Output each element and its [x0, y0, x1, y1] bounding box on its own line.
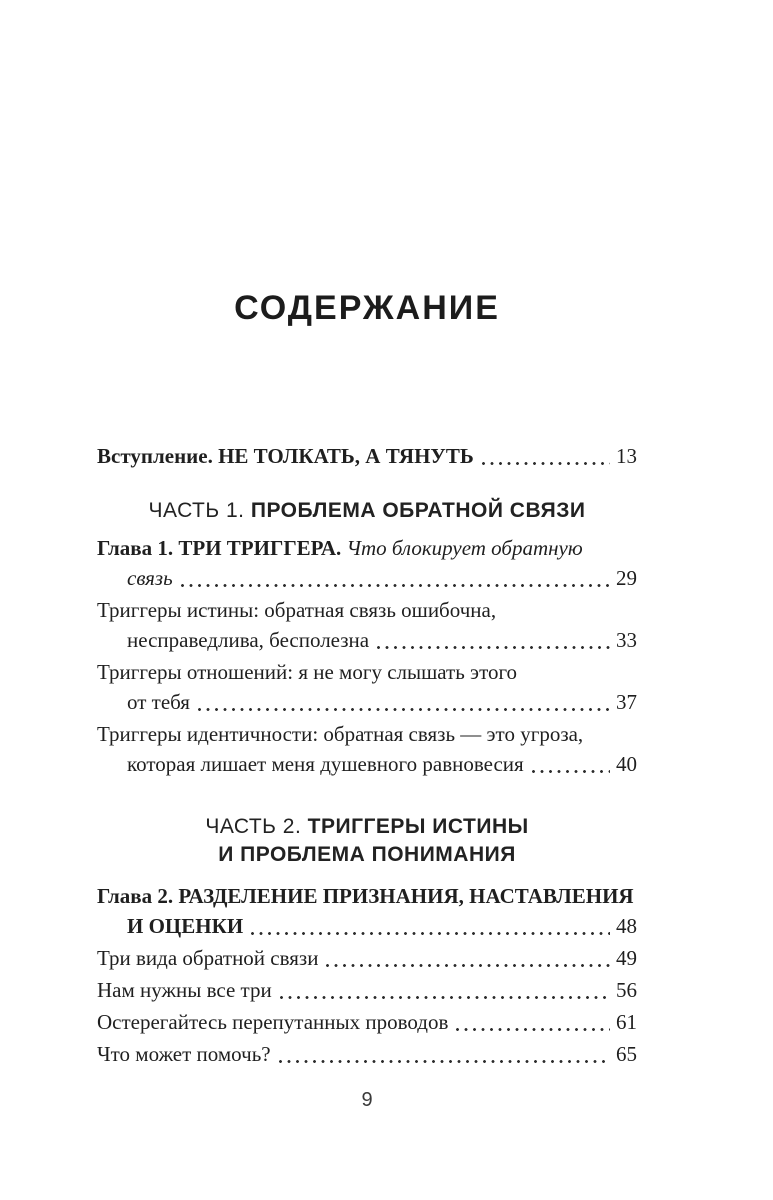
entry-text-continued: связь — [127, 566, 173, 590]
part-heading-2 — [97, 813, 637, 869]
entry-page-number: 29 — [616, 566, 637, 590]
folio-page-number: 9 — [361, 1089, 373, 1111]
dot-leader — [181, 584, 610, 587]
entry-text: Три вида обратной связи — [97, 946, 319, 970]
entry-text: Остерегайтесь перепутанных проводов — [97, 1010, 449, 1034]
entry-page-number: 37 — [616, 690, 637, 714]
part-label: ЧАСТЬ 1. — [148, 499, 245, 522]
entry-page-number: 48 — [616, 914, 637, 938]
page-title: СОДЕРЖАНИЕ — [234, 289, 500, 327]
entry-text-continued: от тебя — [127, 690, 190, 714]
entry-page-number: 56 — [616, 978, 637, 1002]
toc-entry-chapter-2 — [97, 881, 637, 941]
entry-continuation — [97, 687, 637, 717]
entry-text-continued: И ОЦЕНКИ — [127, 914, 244, 938]
part-title: ТРИГГЕРЫ ИСТИНЫ — [307, 815, 529, 838]
entry-text: Глава 1. ТРИ ТРИГГЕРА. Что блокирует обратную — [97, 536, 583, 560]
toc-entry-intro — [97, 441, 637, 471]
entry-continuation — [97, 625, 637, 655]
entry-text-continued: несправедлива, бесполезна — [127, 628, 370, 652]
dot-leader — [326, 964, 610, 967]
entry-text: Триггеры отношений: я не могу слышать этого — [97, 660, 518, 684]
toc-entry-crossed-wires — [97, 1007, 637, 1037]
dot-leader — [456, 1028, 610, 1031]
toc-entry-chapter-1 — [97, 533, 637, 593]
entry-page-number: 33 — [616, 628, 637, 652]
entry-continuation — [97, 563, 637, 593]
dot-leader — [532, 770, 610, 773]
toc-entry-need-all-three — [97, 975, 637, 1005]
part-heading-1 — [97, 497, 637, 525]
entry-text: Триггеры идентичности: обратная связь — это угроза, — [97, 722, 584, 746]
toc-entry-truth-triggers — [97, 595, 637, 655]
toc-entry-identity-triggers — [97, 719, 637, 779]
entry-text: Что может помочь? — [97, 1042, 271, 1066]
dot-leader — [377, 646, 610, 649]
part-title-continued: И ПРОБЛЕМА ПОНИМАНИЯ — [218, 843, 516, 866]
toc-entry-relationship-triggers — [97, 657, 637, 717]
toc-list — [97, 441, 637, 1069]
entry-text-continued: которая лишает меня душевного равновесия — [127, 752, 524, 776]
entry-page-number: 49 — [616, 946, 637, 970]
entry-text: Нам нужны все три — [97, 978, 272, 1002]
part-title: ПРОБЛЕМА ОБРАТНОЙ СВЯЗИ — [250, 499, 586, 522]
entry-page-number: 65 — [616, 1042, 637, 1066]
dot-leader — [251, 932, 610, 935]
dot-leader — [279, 1060, 610, 1063]
toc-entry-three-kinds — [97, 943, 637, 973]
entry-text: Триггеры истины: обратная связь ошибочна, — [97, 598, 497, 622]
dot-leader — [482, 462, 610, 465]
entry-page-number: 13 — [616, 444, 637, 468]
dot-leader — [198, 708, 610, 711]
entry-continuation — [97, 911, 637, 941]
entry-text: Глава 2. РАЗДЕЛЕНИЕ ПРИЗНАНИЯ, НАСТАВЛЕНИЯ — [97, 884, 634, 908]
part-heading-line-2 — [97, 841, 637, 869]
entry-continuation — [97, 749, 637, 779]
entry-page-number: 40 — [616, 752, 637, 776]
part-label: ЧАСТЬ 2. — [205, 815, 302, 838]
dot-leader — [280, 996, 610, 999]
part-heading-line-1 — [97, 813, 637, 841]
toc-entry-what-helps — [97, 1039, 637, 1069]
entry-page-number: 61 — [616, 1010, 637, 1034]
entry-text: Вступление. НЕ ТОЛКАТЬ, А ТЯНУТЬ — [97, 444, 474, 468]
